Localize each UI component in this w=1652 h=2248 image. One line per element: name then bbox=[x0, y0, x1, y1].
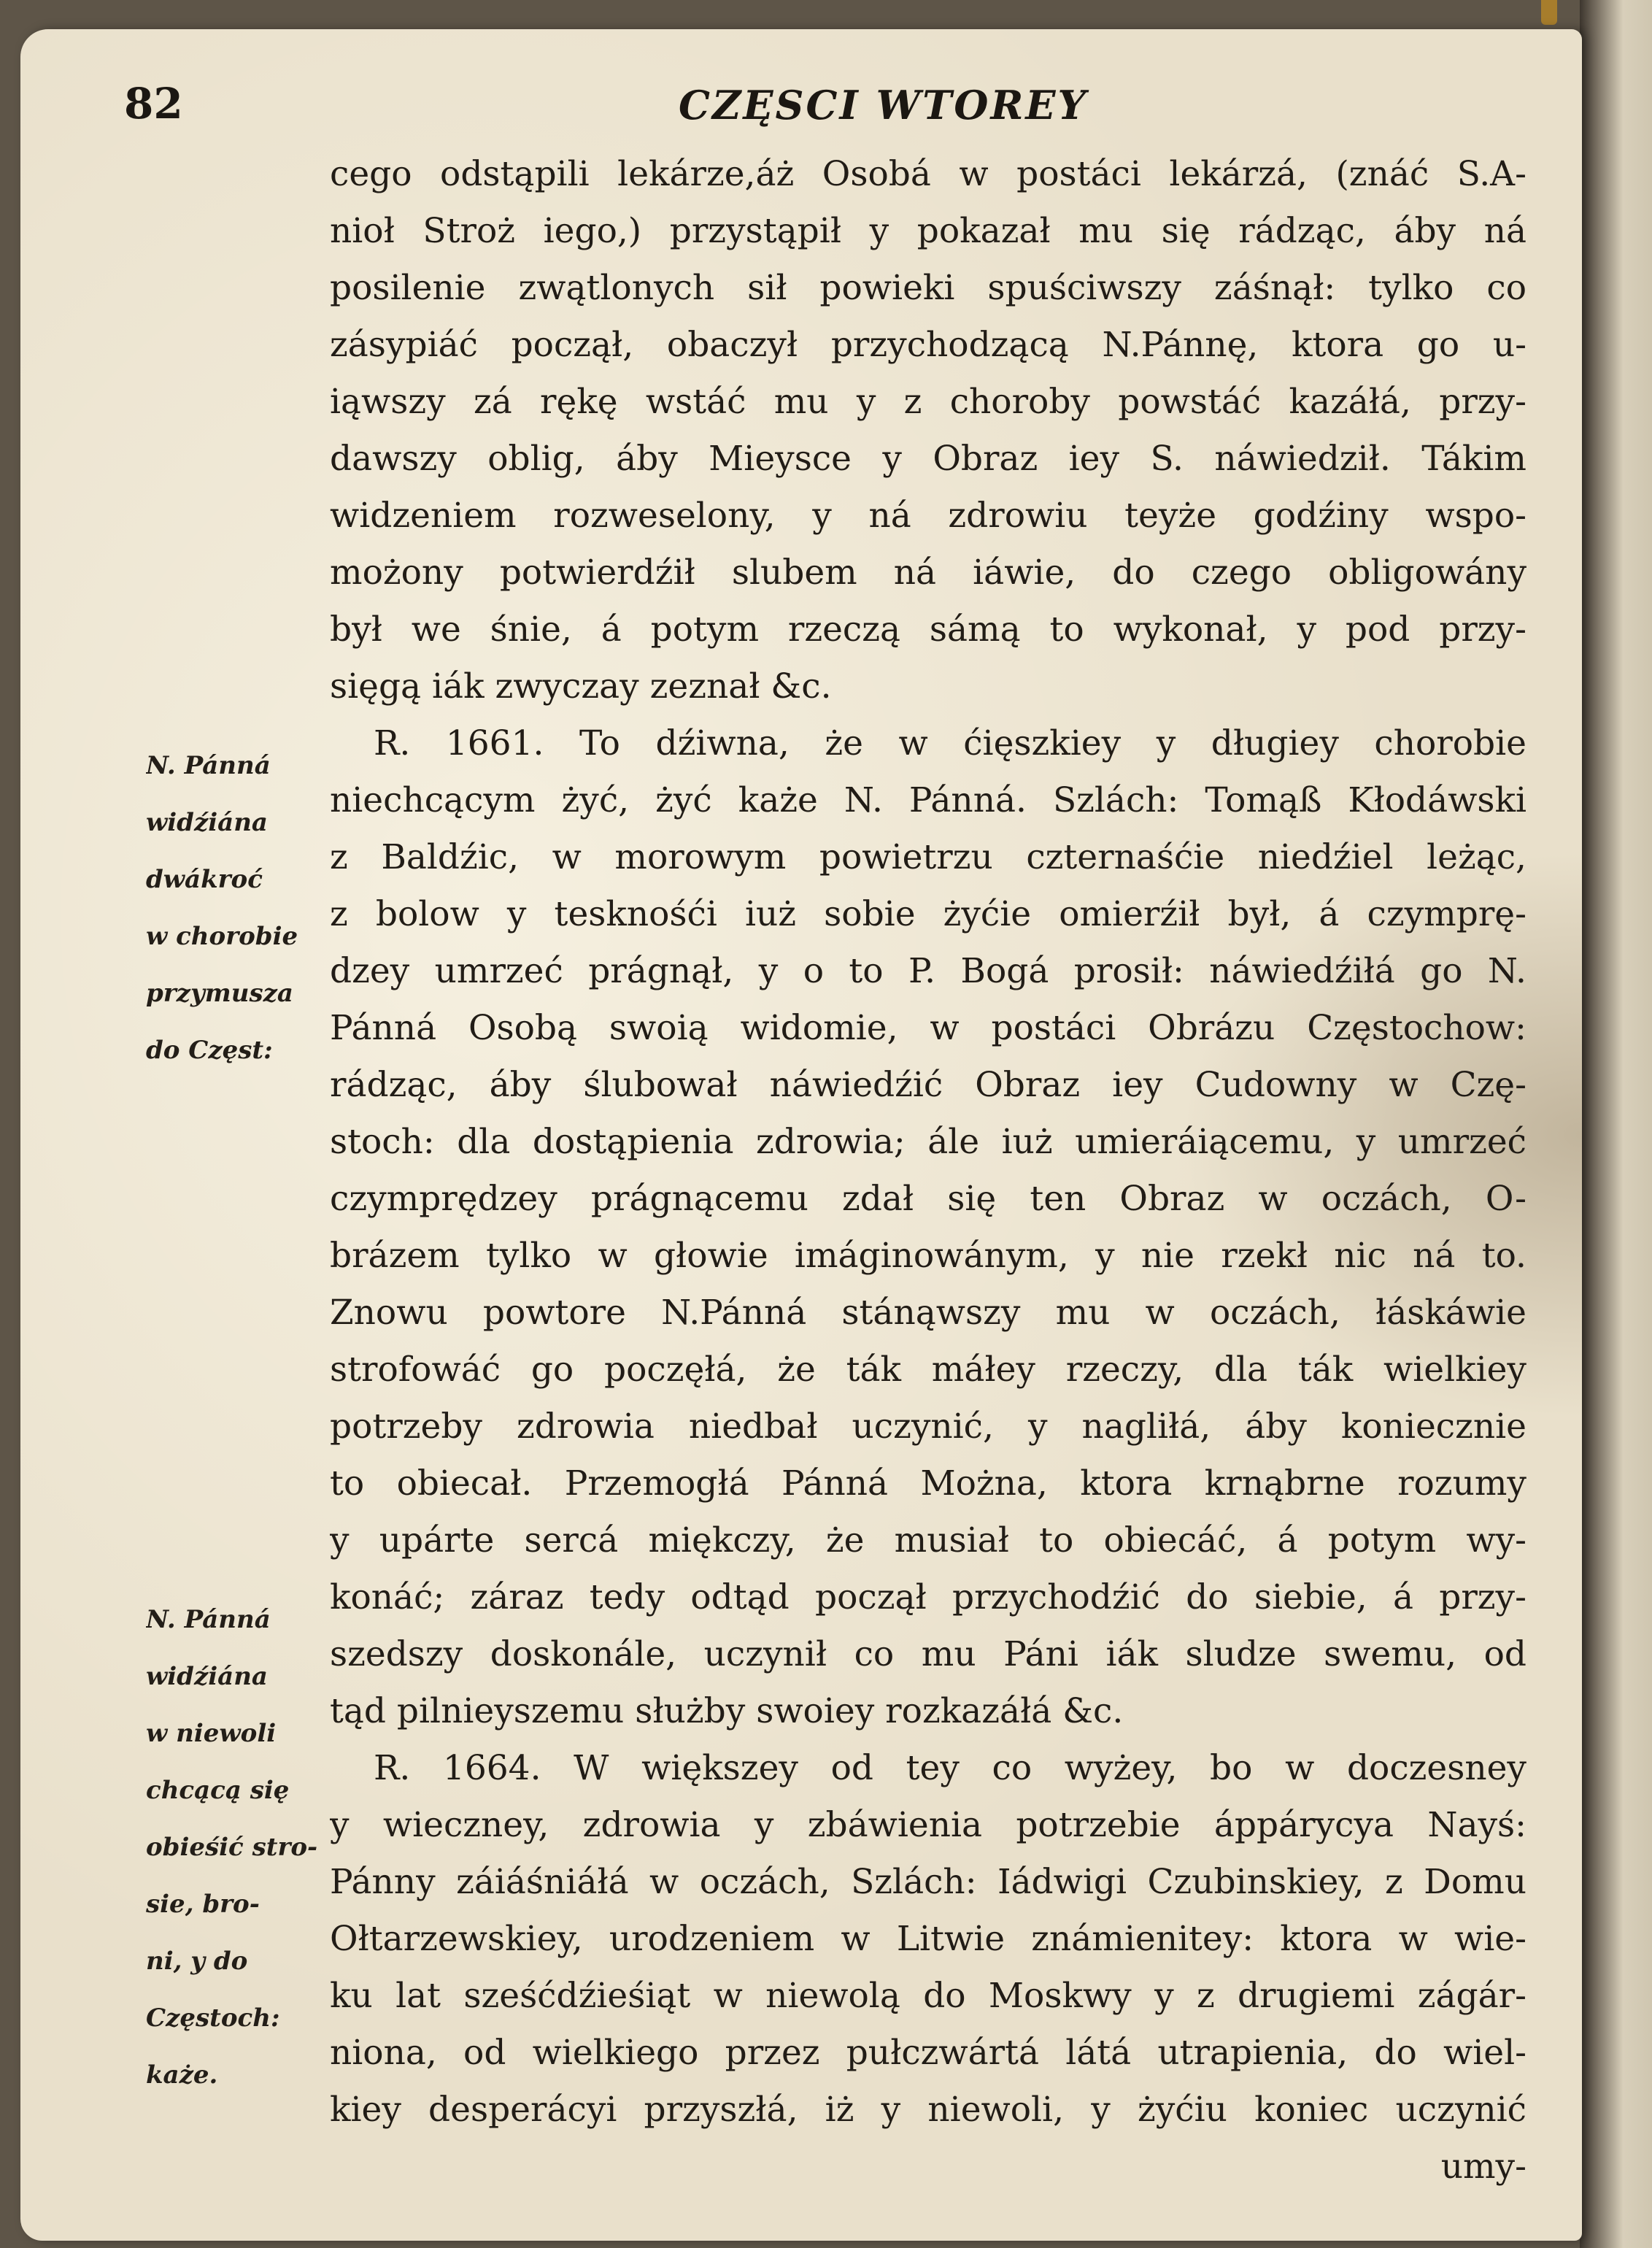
margin-note-line: obieśić stro- bbox=[146, 1833, 318, 1862]
margin-note-line: N. Pánná bbox=[146, 751, 271, 780]
text-line: dawszy oblig, áby Mieysce y Obraz iey S. náwiedził. Tákim bbox=[330, 439, 1526, 479]
margin-note-line: Częstoch: bbox=[146, 2003, 280, 2033]
text-line: brázem tylko w głowie imáginowánym, y nie rzekł nic ná to. bbox=[330, 1236, 1526, 1276]
text-line: tąd pilnieyszemu służby swoiey rozkazáłá &c. bbox=[330, 1691, 1124, 1731]
margin-note-line: N. Pánná bbox=[146, 1605, 271, 1634]
margin-note-line: w niewoli bbox=[146, 1719, 277, 1748]
margin-note-2 bbox=[146, 1591, 328, 2103]
page-number: 82 bbox=[124, 79, 183, 128]
text-line: y upárte sercá miękczy, że musiał to obiecáć, á potym wy- bbox=[330, 1520, 1526, 1560]
text-line: zásypiáć począł, obaczył przychodzącą N.Pánnę, ktora go u- bbox=[330, 325, 1526, 365]
text-line: strofowáć go poczęłá, że ták máłey rzeczy, dla ták wielkiey bbox=[330, 1350, 1526, 1390]
margin-note-line: przymusza bbox=[146, 979, 293, 1008]
text-line: widzeniem rozweselony, y ná zdrowiu teyże godźiny wspo- bbox=[330, 496, 1526, 536]
margin-note-line: widźiána bbox=[146, 1662, 268, 1691]
margin-note-line: w chorobie bbox=[146, 922, 298, 951]
text-line: R. 1664. W większey od tey co wyżey, bo w doczesney bbox=[374, 1748, 1526, 1788]
text-line: Znowu powtore N.Pánná stánąwszy mu w oczách, łáskáwie bbox=[330, 1293, 1526, 1333]
text-line: z Baldźic, w morowym powietrzu czternaśćie niedźiel leżąc, bbox=[330, 837, 1526, 877]
text-line: y wieczney, zdrowia y zbáwienia potrzebie áppárycya Nayś: bbox=[330, 1805, 1526, 1845]
margin-note-line: sie, bro- bbox=[146, 1890, 260, 1919]
text-line: ku lat sześćdźieśiąt w niewolą do Moskwy y z drugiemi zágár- bbox=[330, 1976, 1526, 2016]
page-header bbox=[124, 79, 1481, 137]
text-line: rádząc, áby ślubował náwiedźić Obraz iey Cudowny w Czę- bbox=[330, 1065, 1526, 1105]
text-line: Pánná Osobą swoią widomie, w postáci Obrázu Częstochow: bbox=[330, 1008, 1526, 1048]
text-line: dzey umrzeć prágnął, y o to P. Bogá prosił: náwiedźiłá go N. bbox=[330, 951, 1526, 991]
text-line: stoch: dla dostąpienia zdrowia; ále iuż umieráiącemu, y umrzeć bbox=[330, 1122, 1526, 1162]
text-line: Pánny záiáśniáłá w oczách, Szlách: Iádwigi Czubinskiey, z Domu bbox=[330, 1862, 1526, 1902]
text-line: niechcącym żyć, żyć każe N. Pánná. Szlách: Tomąß Kłodáwski bbox=[330, 780, 1526, 820]
text-line: niona, od wielkiego przez pułczwártá látá utrapienia, do wiel- bbox=[330, 2033, 1526, 2073]
running-head: CZĘSCI WTOREY bbox=[679, 82, 1089, 128]
text-line: to obiecał. Przemogłá Pánná Można, ktora krnąbrne rozumy bbox=[330, 1463, 1526, 1504]
text-line: R. 1661. To dźiwna, że w ćięszkiey y długiey chorobie bbox=[374, 723, 1526, 763]
book-gutter bbox=[1580, 0, 1652, 2248]
margin-note-line: każe. bbox=[146, 2060, 218, 2090]
catchword: umy- bbox=[1440, 2147, 1526, 2187]
margin-note-line: widźiána bbox=[146, 808, 268, 837]
text-line: nioł Stroż iego,) przystąpił y pokazał mu się rádząc, áby ná bbox=[330, 211, 1526, 251]
body-text bbox=[330, 146, 1526, 2195]
text-line: cego odstąpili lekárze,áż Osobá w postáci lekárzá, (znáć S.A- bbox=[330, 154, 1526, 194]
margin-note-line: dwákroć bbox=[146, 865, 263, 894]
margin-note-1 bbox=[146, 737, 328, 1079]
margin-note-line: do Częst: bbox=[146, 1036, 273, 1065]
text-line: był we śnie, á potym rzeczą sámą to wykonał, y pod przy- bbox=[330, 609, 1526, 650]
text-line: z bolow y tesknośći iuż sobie żyćie omierźił był, á czymprę- bbox=[330, 894, 1526, 934]
margin-note-line: chcącą się bbox=[146, 1776, 290, 1805]
margin-note-line: ni, y do bbox=[146, 1947, 248, 1976]
ribbon-marker bbox=[1541, 0, 1557, 25]
text-line: konáć; záraz tedy odtąd począł przychodźić do siebie, á przy- bbox=[330, 1577, 1526, 1617]
text-line: Ołtarzewskiey, urodzeniem w Litwie známienitey: ktora w wie- bbox=[330, 1919, 1526, 1959]
text-line: możony potwierdźił slubem ná iáwie, do czego obligowány bbox=[330, 553, 1526, 593]
text-line: sięgą iák zwyczay zeznał &c. bbox=[330, 666, 832, 707]
text-line: potrzeby zdrowia niedbał uczynić, y nagliłá, áby koniecznie bbox=[330, 1406, 1526, 1447]
text-line: szedszy doskonále, uczynił co mu Páni iák sludze swemu, od bbox=[330, 1634, 1526, 1674]
text-line: czymprędzey prágnącemu zdał się ten Obraz w oczách, O- bbox=[330, 1179, 1526, 1219]
text-line: kiey desperácyi przyszłá, iż y niewoli, y żyćiu koniec uczynić bbox=[330, 2090, 1526, 2130]
text-line: posilenie zwątlonych sił powieki spuściwszy záśnął: tylko co bbox=[330, 268, 1526, 308]
text-line: iąwszy zá rękę wstáć mu y z choroby powstáć kazáłá, przy- bbox=[330, 382, 1526, 422]
